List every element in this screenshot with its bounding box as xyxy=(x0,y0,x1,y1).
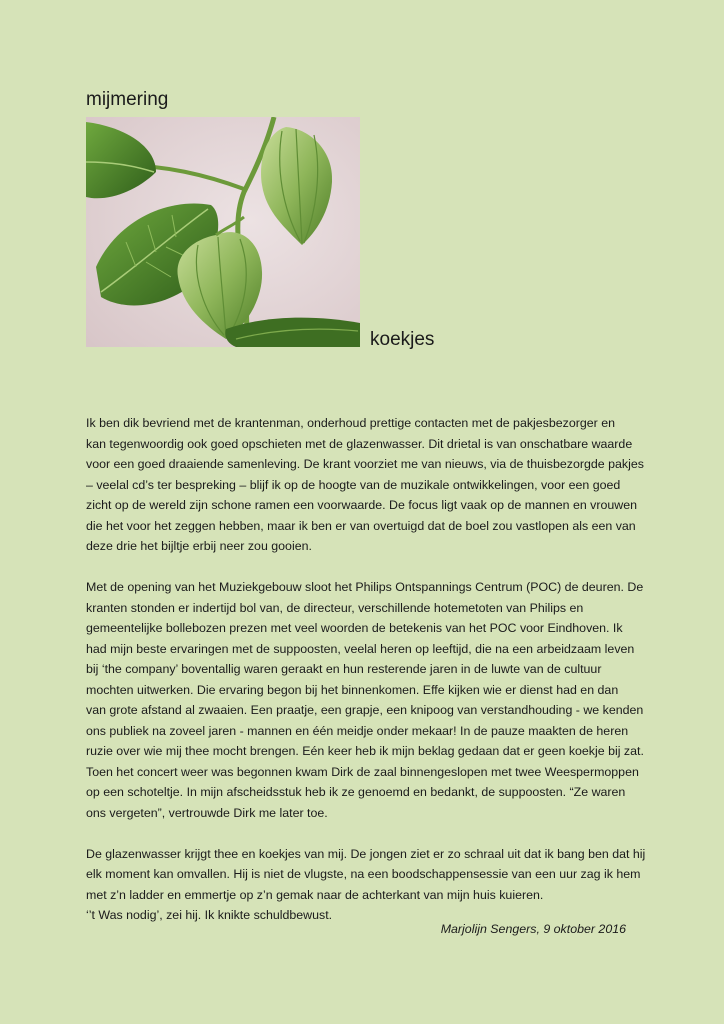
article-title: koekjes xyxy=(370,329,435,350)
seed-pod-photo xyxy=(86,117,360,347)
paragraph-2: Met de opening van het Muziekgebouw sloot het Philips Ontspannings Centrum (POC) de deuren. De kranten stonden er indertijd bol van, de directeur, verschillende hotemetoten van Philips en gemeentelijke bollebozen prezen met veel woorden de betekenis van het POC voor Eindhoven. Ik had mijn beste ervaringen met de suppoosten, veelal heren op leeftijd, die na een arbeidzaam leven bij ‘the company’ boventallig waren geraakt en hun resterende jaren in de luwte van de cultuur mochten uitwerken. Die ervaring begon bij het binnenkomen. Effe kijken wie er dienst had en dan van grote afstand al zwaaien. Een praatje, een grapje, een knipoog van verstandhouding - we kenden ons publiek na zoveel jaren - mannen en één meidje onder mekaar! In de pauze maakten de heren ruzie over wie mij thee mocht brengen. Eén keer heb ik mijn beklag gedaan dat er geen koekje bij zat. Toen het concert weer was begonnen kwam Dirk de zaal binnengeslopen met twee Weespermoppen op een schoteltje. In mijn afscheidsstuk heb ik ze genoemd en bedankt, de suppoosten. “Ze waren ons vergeten”, vertrouwde Dirk me later toe. xyxy=(86,580,644,820)
article-body xyxy=(86,413,646,946)
paragraph-3: De glazenwasser krijgt thee en koekjes van mij. De jongen ziet er zo schraal uit dat ik bang ben dat hij elk moment kan omvallen. Hij is niet de vlugste, na een boodschappensessie van een uur zag ik hem met z’n ladder en emmertje op z’n gemak naar de achterkant van mijn huis kuieren. ‘’t Was nodig’, zei hij. Ik knikte schuldbewust. xyxy=(86,846,646,922)
section-label: mijmering xyxy=(86,89,169,110)
author-signature: Marjolijn Sengers, 9 oktober 2016 xyxy=(440,922,626,936)
paragraph-1: Ik ben dik bevriend met de krantenman, onderhoud prettige contacten met de pakjesbezorger en kan tegenwoordig ook goed opschieten met de glazenwasser. Dit drietal is van onschatbare waarde voor een goed draaiende samenleving. De krant voorziet me van nieuws, via de thuisbezorgde pakjes – veelal cd’s ter bespreking – blijf ik op de hoogte van de muzikale ontwikkelingen, voor een goed zicht op de wereld zijn schone ramen een voorwaarde. De focus ligt vaak op de mannen en vrouwen die het voor het zeggen hebben, maar ik ben er van overtuigd dat de boel zou vastlopen als een van deze drie het bijltje erbij neer zou gooien. xyxy=(86,416,644,553)
